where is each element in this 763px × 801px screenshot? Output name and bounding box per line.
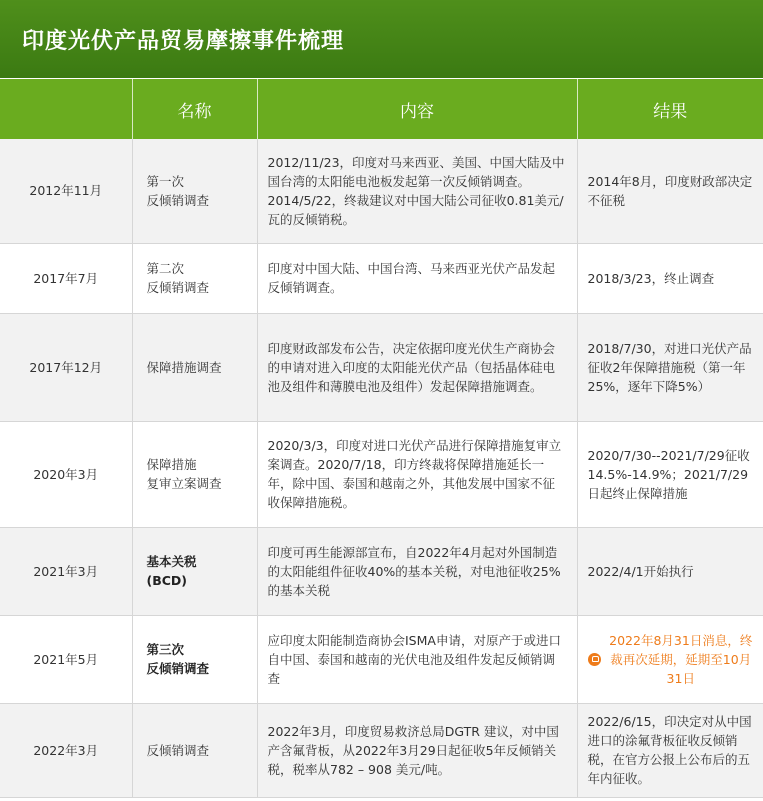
- row-result: 2018/3/23，终止调查: [577, 243, 763, 313]
- row-date: 2021年3月: [0, 527, 132, 615]
- trade-friction-table: [0, 79, 763, 798]
- row-name: 保障措施 复审立案调查: [132, 421, 257, 527]
- row-result: 2022/4/1开始执行: [577, 527, 763, 615]
- table-row: [0, 313, 763, 421]
- clock-icon: [588, 653, 601, 666]
- table-row: [0, 527, 763, 615]
- row-content: 2022年3月，印度贸易救济总局DGTR 建议，对中国产含氟背板，从2022年3月29日起征收5年反倾销关税，税率从782 – 908 美元/吨。: [257, 703, 577, 797]
- highlight-result: [588, 631, 754, 688]
- row-date: 2020年3月: [0, 421, 132, 527]
- row-name: 反倾销调查: [132, 703, 257, 797]
- table-row: [0, 421, 763, 527]
- row-date: 2017年12月: [0, 313, 132, 421]
- row-result: 2014年8月，印度财政部决定不征税: [577, 139, 763, 243]
- row-date: 2021年5月: [0, 615, 132, 703]
- row-content: 印度可再生能源部宣布，自2022年4月起对外国制造的太阳能组件征收40%的基本关税，对电池征收25%的基本关税: [257, 527, 577, 615]
- row-date: 2012年11月: [0, 139, 132, 243]
- row-name: 保障措施调查: [132, 313, 257, 421]
- header-content: 内容: [257, 79, 577, 139]
- row-result: 2020/7/30--2021/7/29征收14.5%-14.9%；2021/7/29日起终止保障措施: [577, 421, 763, 527]
- row-content: 应印度太阳能制造商协会ISMA申请，对原产于或进口自中国、泰国和越南的光伏电池及组件发起反倾销调查: [257, 615, 577, 703]
- row-name: 第三次 反倾销调查: [132, 615, 257, 703]
- row-date: 2017年7月: [0, 243, 132, 313]
- row-date: 2022年3月: [0, 703, 132, 797]
- header-date: [0, 79, 132, 139]
- row-content: 2012/11/23，印度对马来西亚、美国、中国大陆及中国台湾的太阳能电池板发起第一次反倾销调查。2014/5/22，终裁建议对中国大陆公司征收0.81美元/瓦的反倾销税。: [257, 139, 577, 243]
- table-header: [0, 79, 763, 139]
- row-name: 基本关税 (BCD): [132, 527, 257, 615]
- row-result: 2022/6/15，印决定对从中国进口的涂氟背板征收反倾销税，在官方公报上公布后的五年内征收。: [577, 703, 763, 797]
- header-result: 结果: [577, 79, 763, 139]
- row-result: 2018/7/30，对进口光伏产品征收2年保障措施税（第一年25%，逐年下降5%）: [577, 313, 763, 421]
- table-row: [0, 615, 763, 703]
- table-row: [0, 243, 763, 313]
- row-content: 印度对中国大陆、中国台湾、马来西亚光伏产品发起反倾销调查。: [257, 243, 577, 313]
- row-name: 第一次 反倾销调查: [132, 139, 257, 243]
- highlight-result-text: 2022年8月31日消息，终裁再次延期，延期至10月31日: [609, 632, 753, 686]
- row-content: 印度财政部发布公告，决定依据印度光伏生产商协会的申请对进入印度的太阳能光伏产品（包括晶体硅电池及组件和薄膜电池及组件）发起保障措施调查。: [257, 313, 577, 421]
- row-name: 第二次 反倾销调查: [132, 243, 257, 313]
- table-row: [0, 139, 763, 243]
- page-title: 印度光伏产品贸易摩擦事件梳理: [0, 0, 763, 78]
- table-row: [0, 703, 763, 797]
- header-name: 名称: [132, 79, 257, 139]
- row-result: [577, 615, 763, 703]
- table-body: [0, 139, 763, 797]
- row-content: 2020/3/3，印度对进口光伏产品进行保障措施复审立案调查。2020/7/18，印方终裁将保障措施延长一年，除中国、泰国和越南之外，其他发展中国家不征收保障措施税。: [257, 421, 577, 527]
